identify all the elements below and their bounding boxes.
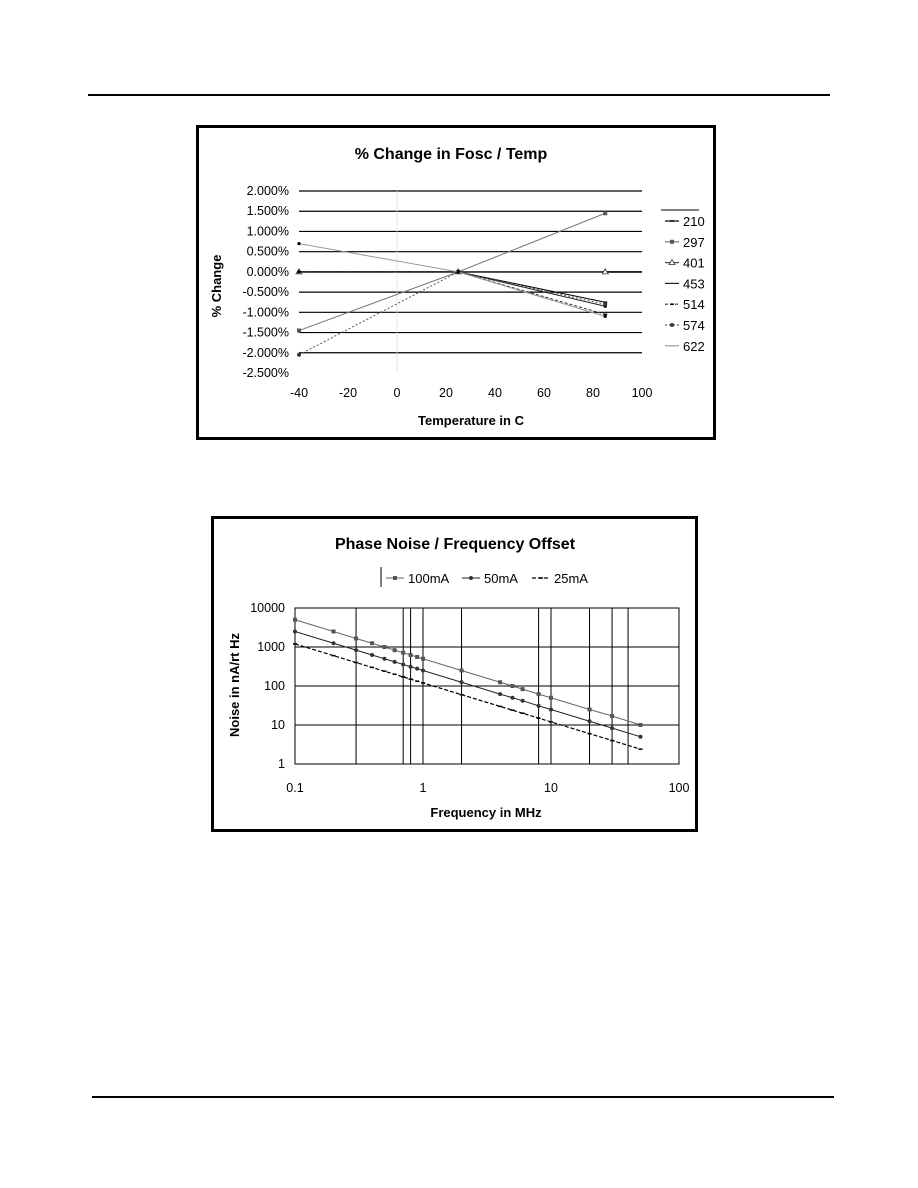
legend-marker-574 — [670, 323, 674, 327]
data-point-50mA — [382, 657, 386, 661]
x-tick-label: -40 — [289, 386, 309, 400]
y-tick-label: -1.500% — [242, 325, 289, 340]
data-point-100mA — [293, 618, 297, 622]
data-point-50mA — [510, 696, 514, 700]
x-tick-label: 100 — [631, 386, 653, 400]
data-point-50mA — [332, 641, 336, 645]
x-tick-label: 100 — [668, 781, 690, 795]
y-gridlines — [299, 191, 642, 373]
legend — [381, 567, 588, 587]
chart-title: % Change in Fosc / Temp — [354, 146, 548, 163]
data-point-622 — [457, 270, 460, 273]
data-point-100mA — [332, 629, 336, 633]
data-point-574 — [297, 353, 301, 357]
data-point-50mA — [409, 665, 413, 669]
data-point-100mA — [370, 641, 374, 645]
y-axis-label: % Change — [209, 254, 224, 318]
data-point-50mA — [549, 707, 553, 711]
legend-label-100mA: 100mA — [408, 571, 450, 586]
data-point-100mA — [638, 723, 642, 727]
x-tick-label: 40 — [488, 386, 502, 400]
data-point-622 — [604, 315, 607, 318]
header-rule — [88, 94, 830, 96]
x-tick-labels — [290, 386, 653, 400]
chart-phase-noise — [214, 519, 695, 829]
y-tick-label: 1.000% — [246, 224, 289, 239]
x-tick-label: 60 — [537, 386, 551, 400]
data-point-50mA — [588, 719, 592, 723]
data-point-100mA — [549, 696, 553, 700]
data-point-50mA — [498, 692, 502, 696]
data-point-50mA — [638, 735, 642, 739]
data-point-50mA — [537, 704, 541, 708]
gridlines — [295, 608, 679, 764]
y-tick-label: 10000 — [250, 601, 285, 615]
chart-phase-noise-frame — [211, 516, 698, 832]
y-tick-label: -0.500% — [242, 285, 289, 300]
x-tick-label: 1 — [419, 781, 427, 795]
legend-label-50mA: 50mA — [484, 571, 518, 586]
legend-label-453: 453 — [683, 276, 705, 292]
x-tick-label: 0.1 — [286, 781, 304, 795]
data-point-50mA — [610, 726, 614, 730]
legend-marker-100mA — [393, 576, 397, 580]
footer-rule — [92, 1096, 834, 1098]
data-point-622 — [297, 242, 300, 245]
y-tick-labels — [250, 601, 285, 771]
legend-label-622: 622 — [683, 338, 705, 354]
chart-fosc-temp — [199, 128, 713, 437]
y-tick-label: -1.000% — [242, 305, 289, 320]
y-tick-label: -2.500% — [242, 366, 289, 380]
y-tick-label: 0.000% — [246, 264, 289, 279]
data-point-100mA — [415, 655, 419, 659]
y-tick-label: 1000 — [257, 640, 285, 654]
series-line-453 — [299, 272, 605, 306]
x-tick-label: -20 — [338, 386, 358, 400]
data-point-100mA — [393, 648, 397, 652]
data-point-50mA — [460, 680, 464, 684]
data-point-100mA — [382, 645, 386, 649]
data-point-100mA — [588, 707, 592, 711]
data-point-50mA — [370, 653, 374, 657]
legend-label-25mA: 25mA — [554, 571, 588, 586]
y-tick-labels — [242, 184, 289, 380]
data-point-100mA — [401, 651, 405, 655]
legend-label-514: 514 — [683, 297, 705, 313]
legend — [661, 210, 705, 354]
y-tick-label: 100 — [264, 679, 285, 693]
x-tick-label: 0 — [393, 386, 401, 400]
data-point-574 — [603, 302, 607, 306]
data-point-100mA — [421, 657, 425, 661]
data-point-50mA — [421, 668, 425, 672]
data-point-100mA — [510, 684, 514, 688]
y-tick-label: 10 — [271, 718, 285, 732]
data-point-100mA — [498, 680, 502, 684]
legend-marker-297 — [670, 240, 674, 244]
data-point-50mA — [354, 648, 358, 652]
data-point-100mA — [460, 668, 464, 672]
chart-fosc-temp-frame — [196, 125, 716, 440]
x-axis-label: Temperature in C — [418, 413, 524, 428]
data-point-50mA — [293, 629, 297, 633]
data-point-50mA — [521, 699, 525, 703]
data-point-297 — [603, 211, 607, 215]
y-tick-label: -2.000% — [242, 345, 289, 360]
y-tick-label: 2.000% — [246, 184, 289, 198]
y-axis-label: Noise in nA/rt Hz — [227, 632, 242, 738]
legend-label-401: 401 — [683, 255, 705, 271]
series-line-622 — [299, 244, 605, 317]
x-tick-label: 20 — [439, 386, 453, 400]
legend-label-574: 574 — [683, 318, 705, 333]
data-point-100mA — [354, 637, 358, 641]
series-lines — [296, 211, 608, 357]
data-point-100mA — [521, 687, 525, 691]
x-tick-label: 10 — [544, 781, 558, 795]
data-point-100mA — [409, 653, 413, 657]
x-tick-label: 80 — [586, 386, 600, 400]
data-point-50mA — [393, 660, 397, 664]
x-axis-label: Frequency in MHz — [430, 805, 542, 820]
legend-label-210: 210 — [683, 214, 705, 229]
y-tick-label: 1.500% — [246, 204, 289, 219]
chart-title: Phase Noise / Frequency Offset — [334, 536, 576, 553]
y-tick-label: 0.500% — [246, 244, 289, 259]
data-point-100mA — [610, 714, 614, 718]
series-lines — [293, 618, 642, 749]
series-line-210 — [299, 272, 605, 302]
data-point-50mA — [401, 662, 405, 666]
data-point-100mA — [537, 692, 541, 696]
data-point-297 — [297, 329, 301, 333]
y-tick-label: 1 — [278, 757, 285, 771]
data-point-50mA — [415, 667, 419, 671]
legend-marker-50mA — [469, 576, 473, 580]
legend-label-297: 297 — [683, 234, 705, 250]
x-tick-labels — [286, 781, 689, 795]
